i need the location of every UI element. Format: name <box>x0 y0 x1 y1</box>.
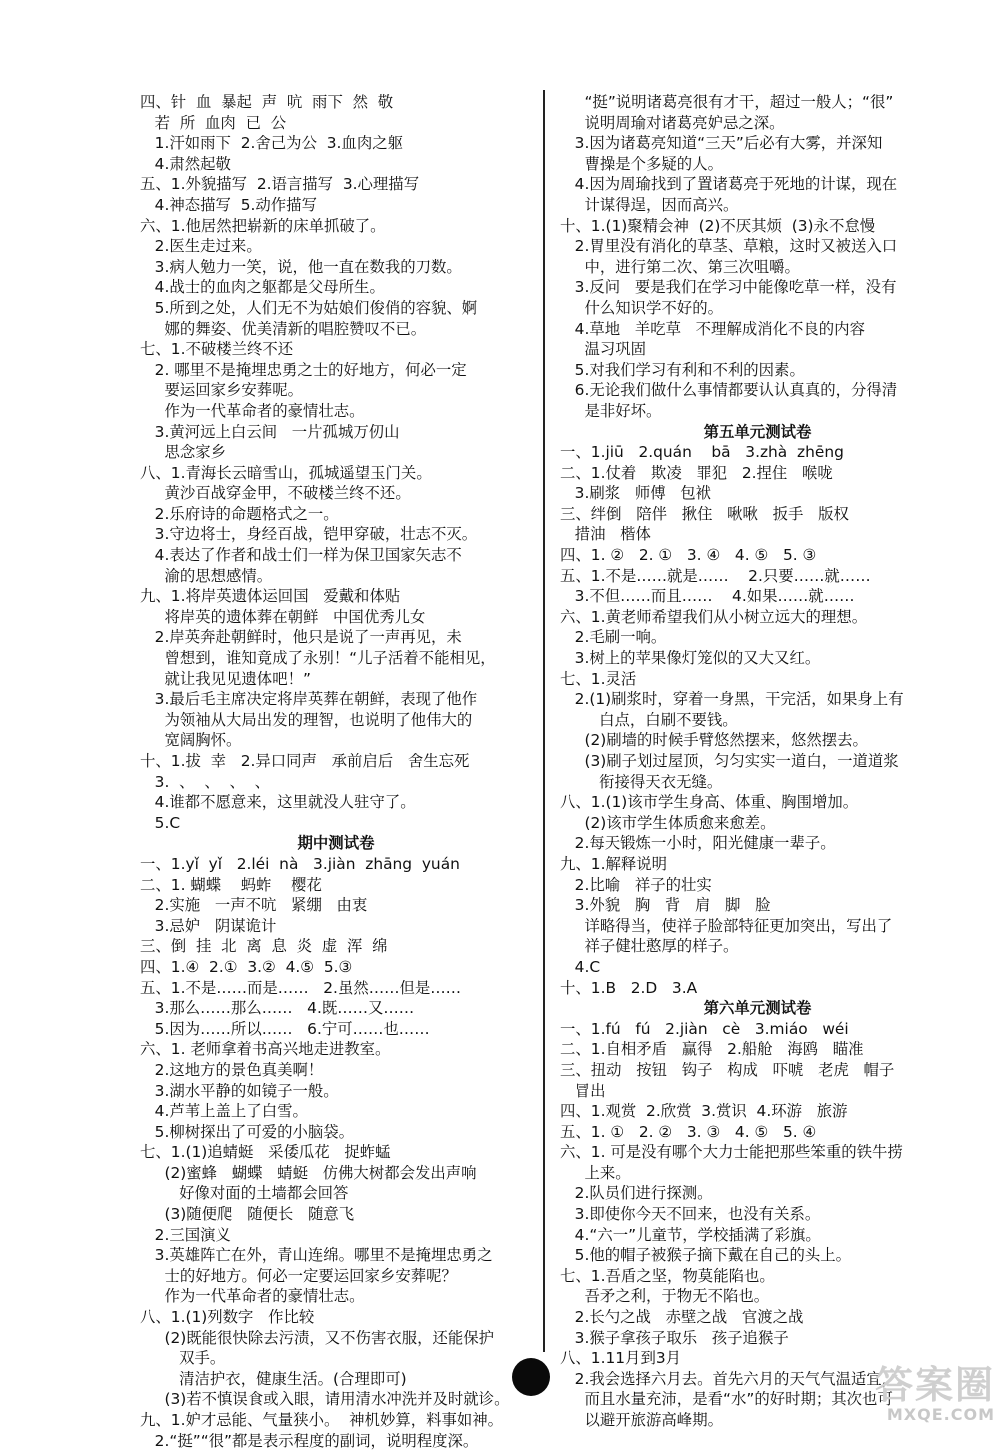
answer-line: 3.忌妒 阴谋诡计 <box>140 916 277 935</box>
section-heading: 第六单元测试卷 <box>703 999 812 1018</box>
answer-line: 三、扭动 按钮 钩子 构成 吓唬 老虎 帽子 <box>560 1060 895 1079</box>
answer-line: 若 所 血肉 已 公 <box>140 113 287 132</box>
answer-line: 4.因为周瑜找到了置诸葛亮于死地的计谋，现在 <box>560 175 898 194</box>
answer-line: 八、1.青海长云暗雪山，孤城遥望玉门关。 <box>140 463 432 482</box>
answer-line: 4.表达了作者和战士们一样为保卫国家矢志不 <box>140 546 462 565</box>
answer-line: 八、1.11月到3月 <box>560 1349 682 1368</box>
answer-line: 4.神态描写 5.动作描写 <box>140 195 317 214</box>
answer-line: 九、1.妒才忌能、气量狭小。 神机妙算，料事如神。 <box>140 1411 504 1429</box>
answer-line: 说明周瑜对诸葛亮妒忌之深。 <box>560 113 785 132</box>
answer-line: 措油 楷体 <box>560 525 651 544</box>
answer-line: 五、1. ① 2. ② 3. ③ 4. ⑤ 5. ④ <box>560 1122 817 1141</box>
answer-line: 2.胃里没有消化的草茎、草粮，这时又被送入口 <box>560 237 898 256</box>
answer-line: 3.湖水平静的如镜子一般。 <box>140 1081 339 1100</box>
answer-line: 5.C <box>140 813 181 832</box>
answer-line: 衔接得天衣无缝。 <box>560 772 723 791</box>
answer-line: 六、1. 老师拿着书高兴地走进教室。 <box>140 1040 391 1059</box>
answer-line: 4.谁都不愿意来，这里就没人驻守了。 <box>140 793 416 812</box>
answer-line: 2.岸英奔赴朝鲜时，他只是说了一声再见，未 <box>140 628 462 647</box>
answer-line: 2.比喻 祥子的壮实 <box>560 875 712 894</box>
answer-line: 4.芦苇上盖上了白雪。 <box>140 1102 308 1121</box>
answer-line: 为领袖从大局出发的理智，也说明了他伟大的 <box>140 710 473 729</box>
answer-line: 中，进行第二次、第三次咀嚼。 <box>560 257 800 276</box>
answer-line: 要运回家乡安葬呢。 <box>140 381 303 400</box>
section-heading: 第五单元测试卷 <box>703 422 812 441</box>
answer-line: 以避开旅游高峰期。 <box>560 1411 723 1429</box>
right-column <box>560 92 955 1431</box>
answer-line: 白点，白刷不要钱。 <box>560 710 738 729</box>
answer-line: (2)蜜蜂 蝴蝶 蜻蜓 仿佛大树都会发出声响 <box>140 1163 477 1182</box>
answer-line: 3.英雄阵亡在外，青山连绵。哪里不是掩埋忠勇之 <box>140 1246 493 1265</box>
answer-line: 3.最后毛主席决定将岸英葬在朝鲜，表现了他作 <box>140 690 478 709</box>
answer-line: 5.所到之处，人们无不为姑娘们俊俏的容貌、婀 <box>140 298 478 317</box>
answer-line: 2.这地方的景色真美啊！ <box>140 1060 324 1079</box>
answer-line: 十、1.B 2.D 3.A <box>560 978 698 997</box>
answer-line: 3.即使你今天不回来，也没有关系。 <box>560 1205 821 1224</box>
answer-line: 士的好地方。何必一定要运回家乡安葬呢？ <box>140 1266 457 1285</box>
answer-line: 作为一代革命者的豪情壮志。 <box>140 401 365 420</box>
answer-line: 4.C <box>560 957 601 976</box>
answer-line: 3.守边将士，身经百战，铠甲穿破，壮志不灭。 <box>140 525 478 544</box>
answer-line: 4.“六一”儿童节，学校插满了彩旗。 <box>560 1225 821 1244</box>
answer-line: 6.无论我们做什么事情都要认认真真的，分得清 <box>560 381 898 400</box>
answer-line: 十、1.(1)聚精会神 (2)不厌其烦 (3)永不怠慢 <box>560 216 876 235</box>
answer-line: 5.他的帽子被猴子摘下戴在自己的头上。 <box>560 1246 852 1265</box>
answer-line: 2.队员们进行探测。 <box>560 1184 713 1203</box>
answer-line: 5.因为……所以…… 6.宁可……也…… <box>140 1019 430 1038</box>
answer-line: 计谋得逞，因而高兴。 <box>560 195 739 214</box>
answer-line: 3.黄河远上白云间 一片孤城万仞山 <box>140 422 400 441</box>
answer-line: 七、1.(1)追蜻蜓 采倭瓜花 捉蚱蜢 <box>140 1143 391 1162</box>
answer-line: 2.每天锻炼一小时，阳光健康一辈子。 <box>560 834 836 853</box>
answer-line: 六、1. 可是没有哪个大力士能把那些笨重的铁牛捞 <box>560 1143 903 1162</box>
answer-line: 九、1.解释说明 <box>560 854 668 873</box>
answer-line: 5.柳树探出了可爱的小脑袋。 <box>140 1122 355 1141</box>
answer-line: 四、1.④ 2.① 3.② 4.⑤ 5.③ <box>140 957 353 976</box>
answer-line: (3)随便爬 随便长 随意飞 <box>140 1205 355 1224</box>
answer-line: 四、针 血 暴起 声 吭 雨下 然 敬 <box>140 93 394 111</box>
watermark-logo: 答案圈 <box>874 1363 995 1407</box>
answer-line: 曹操是个多疑的人。 <box>560 154 723 173</box>
answer-line: 温习巩固 <box>560 340 647 359</box>
answer-line: (3)刷子划过屋顶，匀匀实实一道白，一道道浆 <box>560 752 899 770</box>
answer-line: 三、绊倒 陪伴 揪住 啾啾 扳手 版权 <box>560 504 849 523</box>
answer-line: 1.汗如雨下 2.舍己为公 3.血肉之躯 <box>140 134 403 153</box>
answer-line: 五、1.不是……就是…… 2.只要……就…… <box>560 566 871 585</box>
answer-line: 2.实施 一声不吭 紧绷 由衷 <box>140 896 368 915</box>
answer-line: 三、倒 挂 北 离 息 炎 虚 浑 绵 <box>140 937 388 956</box>
answer-line: 八、1.(1)列数字 作比较 <box>140 1308 315 1327</box>
answer-line: 4.战士的血肉之躯都是父母所生。 <box>140 278 385 297</box>
watermark <box>795 1365 995 1427</box>
answer-line: 双手。 <box>140 1349 226 1368</box>
left-column <box>140 92 532 1451</box>
answer-line: 祥子健壮憨厚的样子。 <box>560 937 739 956</box>
answer-line: 2.医生走过来。 <box>140 237 262 256</box>
answer-line: 八、1.(1)该市学生身高、体重、胸围增加。 <box>560 793 859 812</box>
answer-line: 2.长勺之战 赤壁之战 官渡之战 <box>560 1308 804 1327</box>
answer-line: 一、1.yǐ yǐ 2.léi nà 3.jiàn zhāng yuán <box>140 854 460 873</box>
answer-line: (2)刷墙的时候手臂悠然摆来，悠然摆去。 <box>560 731 868 750</box>
answer-line: (3)若不慎误食或入眼，请用清水冲洗并及时就诊。 <box>140 1390 510 1409</box>
answer-line: 3.树上的苹果像灯笼似的又大又红。 <box>560 649 821 668</box>
answer-line: 宽阔胸怀。 <box>140 731 242 750</box>
answer-line: 渝的思想感情。 <box>140 566 273 585</box>
answer-line: 5.对我们学习有利和不利的因素。 <box>560 360 805 379</box>
answer-line: (2)该市学生体质愈来愈差。 <box>560 813 776 832</box>
watermark-url: MXQE.COM <box>886 1405 995 1424</box>
section-heading: 期中测试卷 <box>297 834 375 853</box>
answer-line: 好像对面的土墙都会回答 <box>140 1184 349 1203</box>
answer-line: 黄沙百战穿金甲，不破楼兰终不还。 <box>140 484 411 503</box>
answer-line: 冒出 <box>560 1081 606 1100</box>
answer-line: 四、1.观赏 2.欣赏 3.赏识 4.环游 旅游 <box>560 1102 848 1121</box>
answer-line: 3.外貌 胸 背 肩 脚 脸 <box>560 896 771 915</box>
answer-line: 2.毛刷一响。 <box>560 628 667 647</box>
answer-line: 2. 哪里不是掩埋忠勇之士的好地方，何必一定 <box>140 360 467 379</box>
answer-line: 九、1.将岸英遗体运回国 爱戴和体贴 <box>140 587 401 606</box>
answer-line: 六、1.他居然把崭新的床单抓破了。 <box>140 216 386 235</box>
answer-line: 娜的舞姿、优美清新的唱腔赞叹不已。 <box>140 319 427 338</box>
answer-line: 七、1.吾盾之坚，物莫能陷也。 <box>560 1266 775 1285</box>
answer-line: 2.三国演义 <box>140 1225 231 1244</box>
answer-line: 上来。 <box>560 1163 631 1182</box>
answer-line: 3.那么……那么…… 4.既……又…… <box>140 999 415 1018</box>
answer-line: 3.不但……而且…… 4.如果……就…… <box>560 587 855 606</box>
answer-line: 是非好坏。 <box>560 401 662 420</box>
answer-line: 五、1.外貌描写 2.语言描写 3.心理描写 <box>140 175 420 194</box>
answer-line: 六、1.黄老师希望我们从小树立远大的理想。 <box>560 607 868 626</box>
answer-line: 二、1.仗着 欺凌 罪犯 2.捏住 喉咙 <box>560 463 833 482</box>
answer-line: 吾矛之利，于物无不陷也。 <box>560 1287 770 1306</box>
page-number-badge <box>512 1358 550 1396</box>
answer-line: 2.(1)刷浆时，穿着一身黑，干完活，如果身上有 <box>560 690 904 709</box>
answer-line: “挺”说明诸葛亮很有才干，超过一般人；“很” <box>560 93 894 111</box>
answer-line: 什么知识学不好的。 <box>560 298 723 317</box>
answer-line: 一、1.jiū 2.quán bā 3.zhà zhēng <box>560 443 844 462</box>
answer-line: 清洁护衣，健康生活。(合理即可) <box>140 1369 407 1388</box>
answer-line: 3.刷浆 师傅 包袱 <box>560 484 712 503</box>
answer-line: (2)既能很快除去污渍，又不伤害衣服，还能保护 <box>140 1328 495 1347</box>
answer-line: 二、1. 蝴蝶 蚂蚱 樱花 <box>140 875 322 894</box>
answer-line: 2.我会选择六月去。首先六月的天气气温适宜， <box>560 1369 898 1388</box>
answer-line: 3.猴子拿孩子取乐 孩子追猴子 <box>560 1328 789 1347</box>
answer-line: 将岸英的遗体葬在朝鲜 中国优秀儿女 <box>140 607 426 626</box>
answer-line: 详略得当，使祥子脸部特征更加突出，写出了 <box>560 916 893 935</box>
answer-line: 五、1.不是……而是…… 2.虽然……但是…… <box>140 978 462 997</box>
answer-line: 2.“挺”“很”都是表示程度的副词，说明程度深。 <box>140 1431 479 1450</box>
answer-line: 3.反问 要是我们在学习中能像吃草一样，没有 <box>560 278 897 297</box>
answer-line: 3.病人勉力一笑，说，他一直在数我的刀数。 <box>140 257 462 276</box>
answer-line: 二、1.自相矛盾 赢得 2.船舱 海鸥 瞄准 <box>560 1040 864 1059</box>
answer-line: 3.因为诸葛亮知道“三天”后必有大雾，并深知 <box>560 134 883 153</box>
answer-line: 3. 、 、 、 、 <box>140 772 271 791</box>
answer-line: 四、1. ② 2. ① 3. ④ 4. ⑤ 5. ③ <box>560 546 817 565</box>
answer-line: 一、1.fú fú 2.jiàn cè 3.miáo wéi <box>560 1019 849 1038</box>
answer-line: 作为一代革命者的豪情壮志。 <box>140 1287 365 1306</box>
answer-line: 就让我见见遗体吧！” <box>140 669 311 688</box>
column-divider <box>543 90 545 1352</box>
answer-line: 思念家乡 <box>140 443 227 462</box>
answer-line: 4.肃然起敬 <box>140 154 231 173</box>
answer-line: 七、1.不破楼兰终不还 <box>140 340 294 359</box>
answer-line: 而且水量充沛，是看“水”的好时期；其次也可 <box>560 1390 893 1409</box>
answer-line: 十、1.拔 幸 2.异口同声 承前启后 舍生忘死 <box>140 752 470 770</box>
answer-line: 2.乐府诗的命题格式之一。 <box>140 504 339 523</box>
answer-line: 4.草地 羊吃草 不理解成消化不良的内容 <box>560 319 865 338</box>
answer-line: 曾想到，谁知竟成了永别！“儿子活着不能相见， <box>140 649 496 668</box>
answer-line: 七、1.灵活 <box>560 669 637 688</box>
